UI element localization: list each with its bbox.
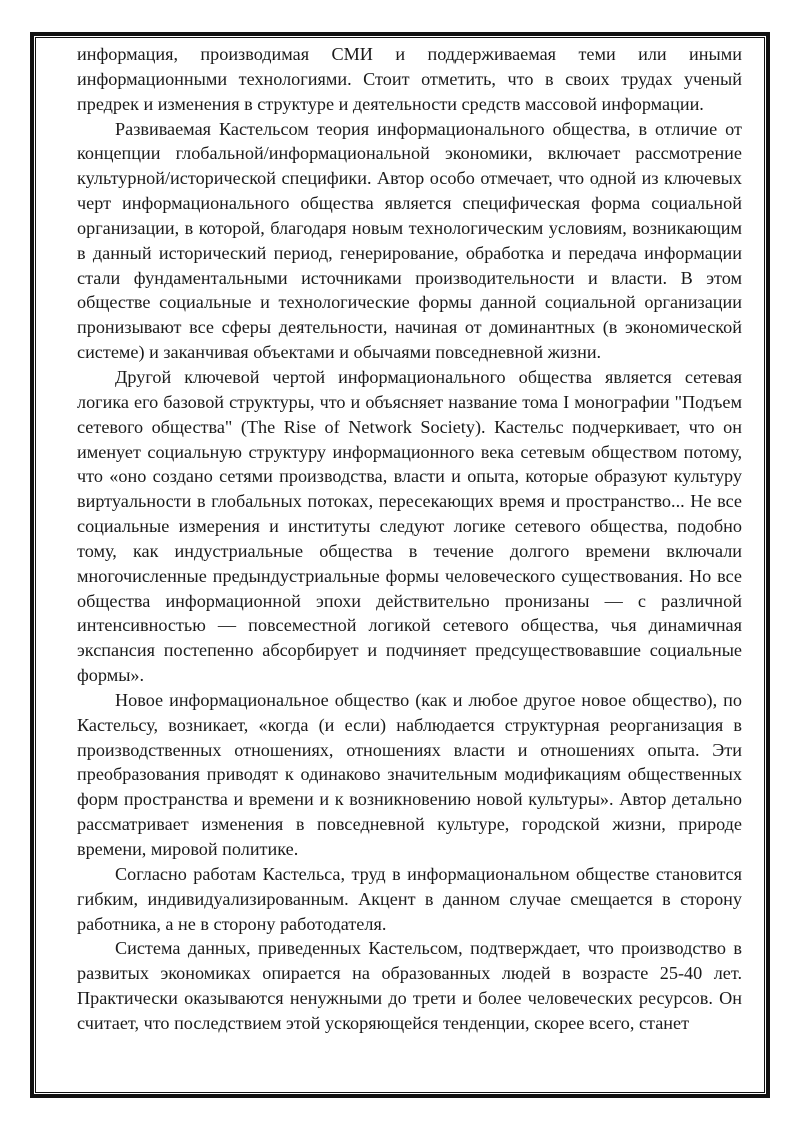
paragraph-network-logic: Другой ключевой чертой информационального общества является сетевая логика его базовой структуры, что и объясняет название тома I монографии "Подъем сетевого общества" (The Rise of Network Society). Кастельс подчеркивает, что он именует социальную структуру информационного века сетевым обществом потому, что «оно создано сетями производства, власти и опыта, которые образуют культуру виртуальности в глобальных потоках, пересекающих время и пространство... Не все социальные измерения и институты следуют логике сетевого общества, подобно тому, как индустриальные общества в течение долгого времени включали многочисленные предындустриальные формы человеческого существования. Но все общества информационной эпохи действительно пронизаны — с различной интенсивностью — повсеместной логикой сетевого общества, чья динамичная экспансия постепенно абсорбирует и подчиняет предсуществовавшие социальные формы».	[77, 366, 742, 686]
paragraph-continuation: информация, производимая СМИ и поддерживаемая теми или иными информационными технологиями. Стоит отметить, что в своих трудах ученый предрек и изменения в структуре и деятельности средств массовой информации.	[77, 44, 742, 114]
paragraph-data-system: Система данных, приведенных Кастельсом, подтверждает, что производство в развитых экономиках опирается на образованных людей в возрасте 25-40 лет. Практически оказываются ненужными до трети и более человеческих ресурсов. Он считает, что последствием этой ускоряющейся тенденции, скорее всего, станет	[77, 938, 742, 1033]
paragraph-new-society: Новое информациональное общество (как и любое другое новое общество), по Кастельсу, возникает, «когда (и если) наблюдается структурная реорганизация в производственных отношениях, отношениях власти и отношениях опыта. Эти преобразования приводят к одинаково значительным модификациям общественных форм пространства и времени и к возникновению новой культуры». Автор детально рассматривает изменения в повседневной культуре, городской жизни, природе времени, мировой политике.	[77, 689, 742, 859]
paragraph-information-society-theory: Развиваемая Кастельсом теория информационального общества, в отличие от концепции глобальной/информациональной экономики, включает рассмотрение культурной/исторической специфики. Автор особо отмечает, что одной из ключевых черт информационального общества является специфическая форма социальной организации, в которой, благодаря новым технологическим условиям, возникающим в данный исторический период, генерирование, обработка и передача информации стали фундаментальными источниками производительности и власти. В этом обществе социальные и технологические формы данной социальной организации пронизывают все сферы деятельности, начиная от доминантных (в экономической системе) и заканчивая объектами и обычаями повседневной жизни.	[77, 118, 742, 363]
document-body	[77, 42, 742, 1036]
paragraph-flexible-labor: Согласно работам Кастельса, труд в информациональном обществе становится гибким, индивидуализированным. Акцент в данном случае смещается в сторону работника, а не в сторону работодателя.	[77, 863, 742, 934]
